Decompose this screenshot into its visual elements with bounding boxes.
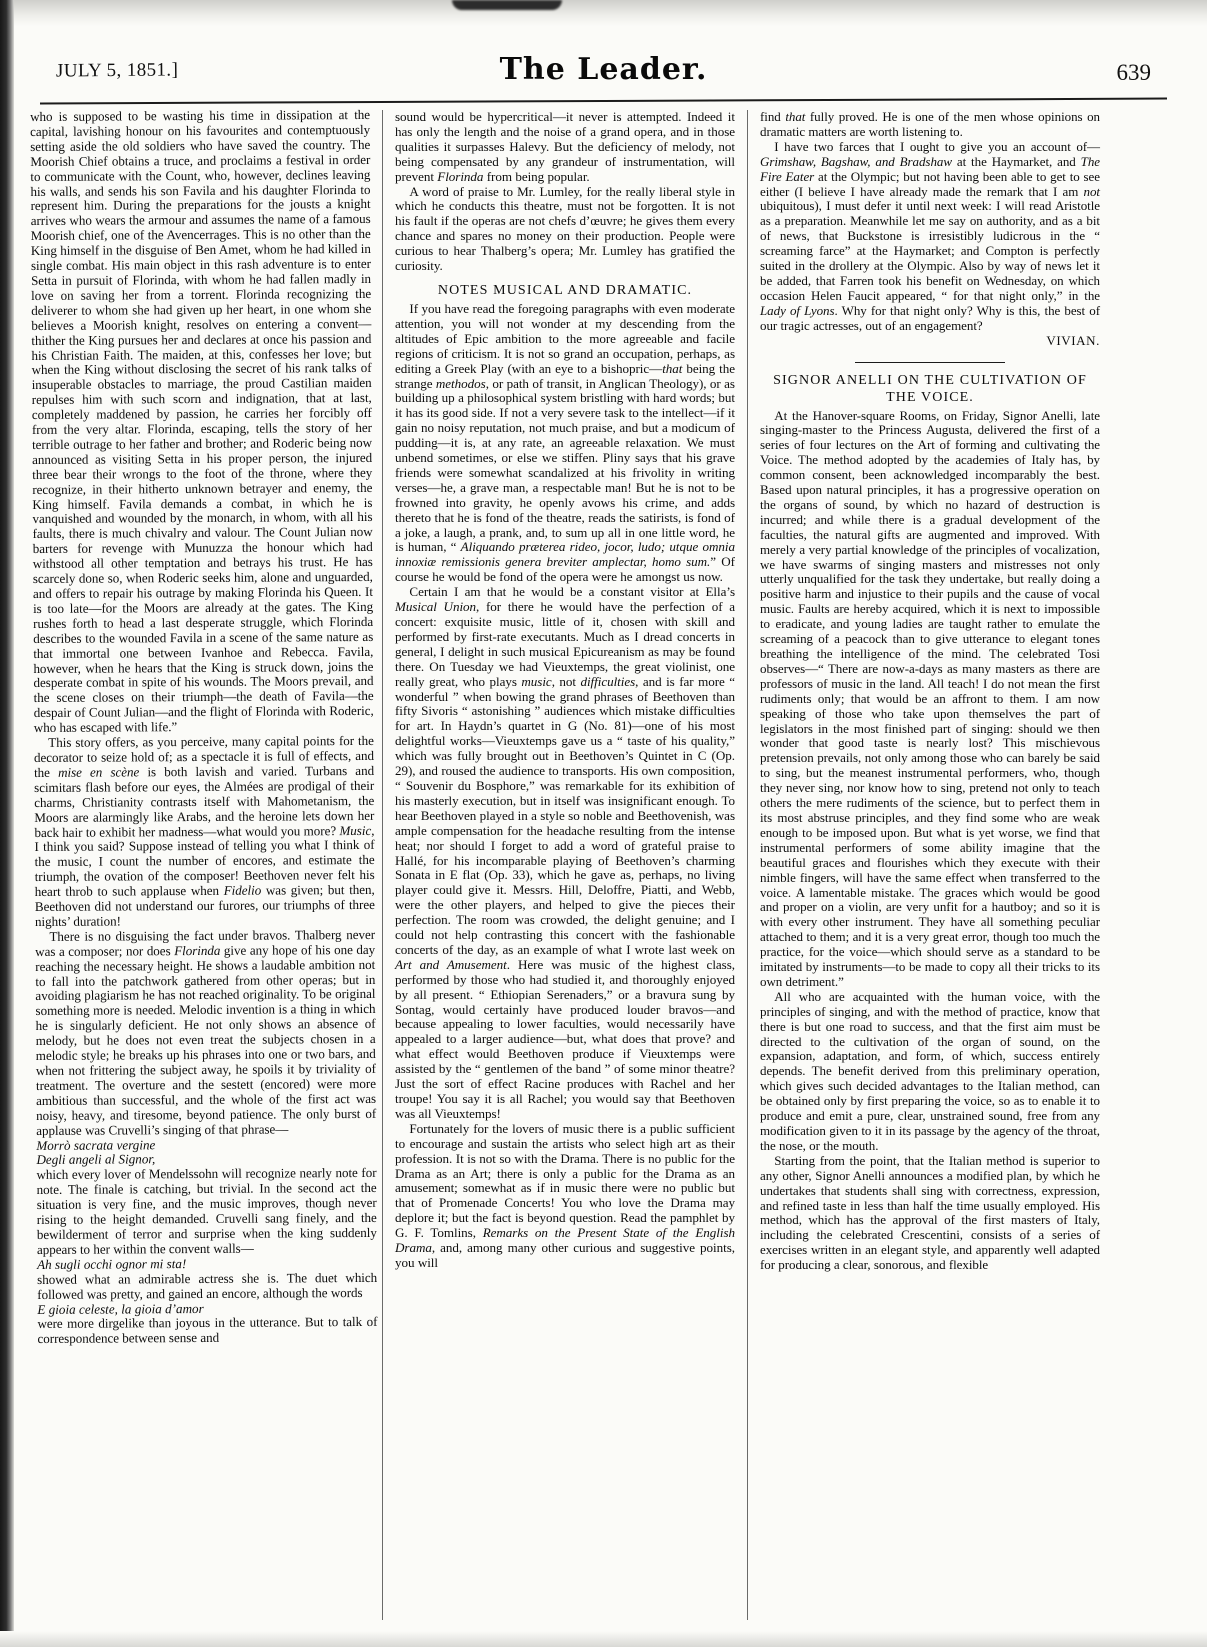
quoted-verse-line: E gioia celeste, la gioia d’amor	[37, 1300, 204, 1317]
masthead	[0, 52, 1207, 96]
scan-artifact	[452, 0, 562, 10]
quoted-verse-line: Degli angeli al Signor,	[36, 1151, 156, 1168]
issue-date: JULY 5, 1851.]	[55, 59, 179, 82]
body-paragraph: There is no disguising the fact under bravos. Thalberg never was a composer; nor does Florinda give any hope of his one day reaching the necessary height. He shows a laudable ambition not to fall into the patchwork gathered from other operas; but in avoiding plagiarism he has not reached originality. To be original something more is needed. Melodic invention is a thing in which he is singularly deficient. He not only shows an absence of melody, but he does not even treat the subjects chosen in a melodic style; he breaks up his phrases into one or two bars, and when not frittering the subject away, he spoils it by triviality of treatment. The overture and the sestett (encored) were more ambitious than successful, and the whole of the first act was noisy, heavy, and tiresome, beyond patience. The only burst of applause was Cruvelli’s singing of that phrase—	[35, 926, 377, 1138]
quoted-verse-line: Morrò sacrata vergine	[36, 1136, 156, 1153]
column-separator-rule	[747, 110, 748, 1620]
scan-left-edge	[0, 0, 14, 1647]
body-paragraph: All who are acquainted with the human voice, with the principles of singing, and with the method of practice, know that there is but one road to success, and that the first aim must be directed to the cultivation of the organ of sound, on the expansion, adaptation, and form, of which, success entirely depends. The benefit derived from this preliminary operation, which gives such decided advantages to the Italian method, can be obtained only by first preparing the voice, so as to enable it to produce and emit a pure, clear, unstrained sound, free from any modification given to it in its passage by the agency of the throat, the nose, or the mouth.	[760, 988, 1100, 1153]
body-paragraph: were more dirgelike than joyous in the utterance. But to talk of correspondence between sense and	[37, 1314, 378, 1347]
scan-bottom-edge	[0, 1631, 1207, 1647]
article-columns	[29, 106, 1180, 1620]
body-paragraph: This story offers, as you perceive, many capital points for the decorator to seize hold of; as a spectacle it is full of effects, and the mise en scène is both lavish and varied. Turbans and scimitars flash before our eyes, the Almées are prodigal of their charms, Christianity contrasts itself with Mahometanism, the Moors are alarmingly like Arabs, and the heroine lets down her back hair to exhibit her madness—what would you more? Music, I think you said? Suppose instead of telling you what I think of the music, I count the number of encores, and estimate the triumph, the ovation of the composer! Beethoven never felt his heart throb to such applause when Fidelio was given; but then, Beethoven did not understand our furores, our triumphs of three nights’ duration!	[33, 732, 375, 929]
section-heading: SIGNOR ANELLI ON THE CULTIVATION OF THE VOICE.	[773, 372, 1087, 405]
column-separator-rule	[382, 110, 383, 1620]
section-divider-rule	[855, 362, 1005, 363]
signature-text: VIVIAN.	[1046, 332, 1100, 348]
paper-title: The Leader.	[499, 52, 708, 87]
column-3	[760, 110, 1100, 1620]
masthead-rule	[40, 98, 1167, 105]
scan-top-edge	[0, 0, 1207, 26]
body-paragraph: A word of praise to Mr. Lumley, for the really liberal style in which he conducts this theatre, must not be forgotten. It is not his fault if the operas are not chefs d’œuvre; he gives them every chance and spares no money on their production. People were curious to hear Thalberg’s opera; Mr. Lumley has gratified the curiosity.	[395, 183, 735, 274]
article-signature	[760, 334, 1100, 349]
body-paragraph: If you have read the foregoing paragraphs with even moderate attention, you will not wonder at my descending from the altitudes of Epic ambition to the more agreeable and facile regions of criticism. It is not so grand an occupation, perhaps, as editing a Greek Play (with an eye to a bishopric—that being the strange methodos, or path of transit, in Anglican Theology), or as building up a philosophical system bristling with hard words; but it has its good side. If not a very severe task to the intellect—if it gain no noisy reputation, not much praise, and but a modicum of pudding—it is, at any rate, an agreeable relaxation. We must unbend sometimes, or else we stiffen. Pliny says that his grave friends were somewhat scandalized at his frivolity in writing verses—he, a grave man, a respectable man! But he is not to be frowned into gravity, he openly avows his crime, and adds thereto that he is fond of the theatre, reads the satirists, is fond of a joke, a laugh, a prank, and, to sum up all in one little word, he is human, “ Aliquando præterea rideo, jocor, ludo; utque omnia innoxiæ remissionis genera breviter amplectar, homo sum.” Of course he would be fond of the opera were he amongst us now.	[395, 300, 735, 585]
body-paragraph: which every lover of Mendelssohn will recognize nearly note for note. The finale is catching, but trivial. In the second act the situation is very fine, and the music improves, though never rising to the height demanded. Cruvelli sang finely, and the bewilderment of terror and surprise when the king suddenly appears to her within the convent walls—	[36, 1165, 377, 1257]
quoted-verse-line: Ah sugli occhi ognor mi sta!	[37, 1255, 187, 1272]
page-number: 639	[1116, 60, 1151, 85]
body-paragraph: Starting from the point, that the Italian method is superior to any other, Signor Anelli announces a modified plan, by which he undertakes that students shall sing with correctness, expression, and refined taste in less than half the time usually employed. His method, which has the approval of the first masters of Italy, including the celebrated Crescentini, consists of a series of exercises written in an elegant style, and apparently well adapted for producing a clear, sonorous, and flexible	[760, 1152, 1100, 1273]
column-1	[30, 108, 379, 1620]
body-paragraph: I have two farces that I ought to give you an account of—Grimshaw, Bagshaw, and Bradshaw at the Haymarket, and The Fire Eater at the Olympic; but not having been able to get to see either (I believe I have already made the remark that I am not ubiquitous), I must defer it until next week: I will read Aristotle as a preparation. Meanwhile let me say on authority, and as a bit of news, that Buckstone is irresistibly ludicrous in the “ screaming farce” at the Haymarket; and Compton is perfectly suited in the drollery at the Olympic. Also by way of news let it be added, that Farren took his benefit on Wednesday, on which occasion Helen Faucit appeared, “ for that night only,” in the Lady of Lyons. Why for that night only? Why is this, the best of our tragic actresses, out of an engagement?	[760, 138, 1100, 333]
body-paragraph: who is supposed to be wasting his time in dissipation at the capital, lavishing honour on his favourites and contemptuously setting aside the old soldiers who have saved the country. The Moorish Chief obtains a truce, and proclaims a festival in order to communicate with the Count, who, however, declines leaving his walls, and sends his son Favila and his daughter Florinda to represent him. During the preparations for the jousts a knight arrives who wears the armour and assumes the name of a famous Moorish chief, one of the Avencerrages. This is no other than the King himself in the disguise of Ben Amet, whom he had killed in single combat. His main object in this rash adventure is to enter Setta in pursuit of Florinda, with whom he had fallen madly in love on saving her from a torrent. Florinda recognizing the deliverer to whom she had given up her heart, in one whom she believes a Moorish knight, resolves on entering a convent—thither the King pursues her and declares at once his passion and his Christian Faith. The maiden, at this, confesses her love; but when the King without disclosing the secret of his rank talks of insuperable obstacles to marriage, the proud Castilian maiden repulses him with such scorn and indignation, that at last, completely maddened by passion, he carries her forcibly off from the very altar. Florinda, escaping, tells the story of her terrible outrage to her father and brother; and Roderic being now announced as visiting Setta in his proper person, the injured three bear their wrongs to the foot of the throne, where they recognize, in their hitherto unknown betrayer and enemy, the King himself. Favila demands a combat, in which he is vanquished and wounded by the monarch, in whom, with all his faults, there is much chivalry and valour. The Count Julian now barters for revenge with Munuzza the honour which had withstood all other temptation and betrays his trust. He has scarcely done so, when Roderic seeks him, alone and unguarded, and offers to repair his outrage by making Florinda his Queen. It is too late—for the Moors are already at the gates. The King rushes forth to head a last desperate struggle, which Florinda describes to the wounded Favila in a scene of the same nature as that immortal one between Ivanhoe and Rebecca. Favila, however, when he hears that the King is struck down, joins the desperate combat in spite of his wounds. The Moors prevail, and the scene closes on their triumph—the death of Favila—the despair of Count Julian—and the flight of Florinda with Roderic, who has escaped with life.”	[29, 106, 374, 736]
body-paragraph: At the Hanover-square Rooms, on Friday, Signor Anelli, late singing-master to the Princess Augusta, delivered the first of a series of four lectures on the Art of forming and cultivating the Voice. The method adopted by the academies of Italy has, by common consent, been acknowledged incomparably the best. Based upon natural principles, it has a progressive operation on the organs of sound, by which no hazard of destruction is incurred; and while there is a gradual development of the faculties, the natural gifts are augmented and improved. With merely a very partial knowledge of the principles of vocalization, we have swarms of singing masters and mistresses not only utterly unqualified for the task they undertake, but really doing a positive harm and injustice to their pupils and the cause of vocal music. Faults are hereby acquired, which it is next to impossible to eradicate, and young ladies are taught rather to emulate the screaming of a peacock than to give utterance to elegant tones breathing the intelligence of the mind. The celebrated Tosi observes—“ There are now-a-days as many masters as there are professors of music in the land. All teach! I do not mean the first rudiments only; that would be an affront to them. I am now speaking of those who take upon themselves the part of legislators in the most finished part of singing: should we then wonder that good taste is nearly lost? This mischievous pretension prevails, not only among those who can barely be said to sing, but the meanest instrumental performers, who, though they never sing, nor know how to sing, pretend not only to teach others the mere rudiments of the science, but to perfect them in its most abstruse principles, and they find some who are weak enough to be imposed upon. But what is yet worse, we find that instrumental performers of some ability imagine that the beautiful graces and flourishes which they execute with their nimble fingers, will have the same effect when transferred to the voice. A lamentable mistake. The graces which would be good and proper on a violin, are very unfit for a hautboy; and so it is with every other instrument. They have all something peculiar attached to them; and it is a very great error, though too much the practice, for the voice—which should serve as a standard to be imitated by instruments—to be made to copy all their tricks to its own detriment.”	[760, 407, 1100, 989]
column-2	[395, 110, 735, 1620]
body-paragraph: sound would be hypercritical—it never is attempted. Indeed it has only the length and the noise of a grand opera, and in those qualities it surpasses Halevy. But the deficiency of melody, not being compensated by any grandeur of instrumentation, will prevent Florinda from being popular.	[395, 109, 735, 184]
body-paragraph: Certain I am that he would be a constant visitor at Ella’s Musical Union, for there he would have the perfection of a concert: exquisite music, little of it, chosen with skill and performed by first-rate executants. Much as I dread concerts in general, I delight in such musical Epicureanism as may be found there. On Tuesday we had Vieuxtemps, the great violinist, one really great, who plays music, not difficulties, and is far more “ wonderful ” when bowing the grand phrases of Beethoven than fifty Sivoris “ astonishing ” audiences which mistake difficulties for art. In Haydn’s quartet in G (No. 81)—one of his most delightful works—Vieuxtemps gave us a “ taste of his quality,” which was fully brought out in Beethoven’s Quintet in C (Op. 29), and roused the audience to transports. His own composition, “ Souvenir du Bosphore,” was remarkable for its exhibition of his masterly execution, but in itself was insignificant enough. To hear Beethoven played in a style so noble and Beethovenish, was ample compensation for the headache resulting from the intense heat; nor should I forget to add a word of grateful praise to Hallé, for his incomparable playing of Beethoven’s charming Sonata in E flat (Op. 33), which he gave as, perhaps, no living player could give it. Messrs. Hill, Deloffre, Piatti, and Webb, were the other players, and helped to give the pieces their perfection. The room was crowded, the delight genuine; and I could not help contrasting this concert with the fashionable concerts of the day, as an example of what I wrote last week on Art and Amusement. Here was music of the highest class, performed by those who had studied it, and thoroughly enjoyed by all present. “ Ethiopian Serenaders,” or a bravura sung by Sontag, would certainly have produced louder bravos—and because appealing to lower faculties, would necessarily have appealed to a larger audience—but, what does that prove? and what effect would Beethoven produce if Vieuxtemps were assisted by the “ gentlemen of the band ” of some minor theatre? Just the sort of effect Racine produces with Rachel and her troupe! You say it is all Rachel; you would say that Beethoven was all Vieuxtemps!	[395, 584, 736, 1121]
body-paragraph: showed what an admirable actress she is. The duet which followed was pretty, and gained an encore, although the words	[37, 1269, 378, 1302]
body-paragraph: Fortunately for the lovers of music there is a public sufficient to encourage and sustain the artists who select high art as their profession. It is not so with the Drama. There is no public for the Drama as an Art; there is only a public for the Drama as an amusement; somewhat as if in music there were no public but that of Promenade Concerts! You who love the Drama may deplore it; but the fact is beyond question. Read the pamphlet by G. F. Tomlins, Remarks on the Present State of the English Drama, and, among many other curious and suggestive points, you will	[395, 1120, 735, 1270]
body-paragraph: find that fully proved. He is one of the men whose opinions on dramatic matters are worth listening to.	[760, 109, 1101, 139]
section-heading: NOTES MUSICAL AND DRAMATIC.	[437, 282, 693, 298]
